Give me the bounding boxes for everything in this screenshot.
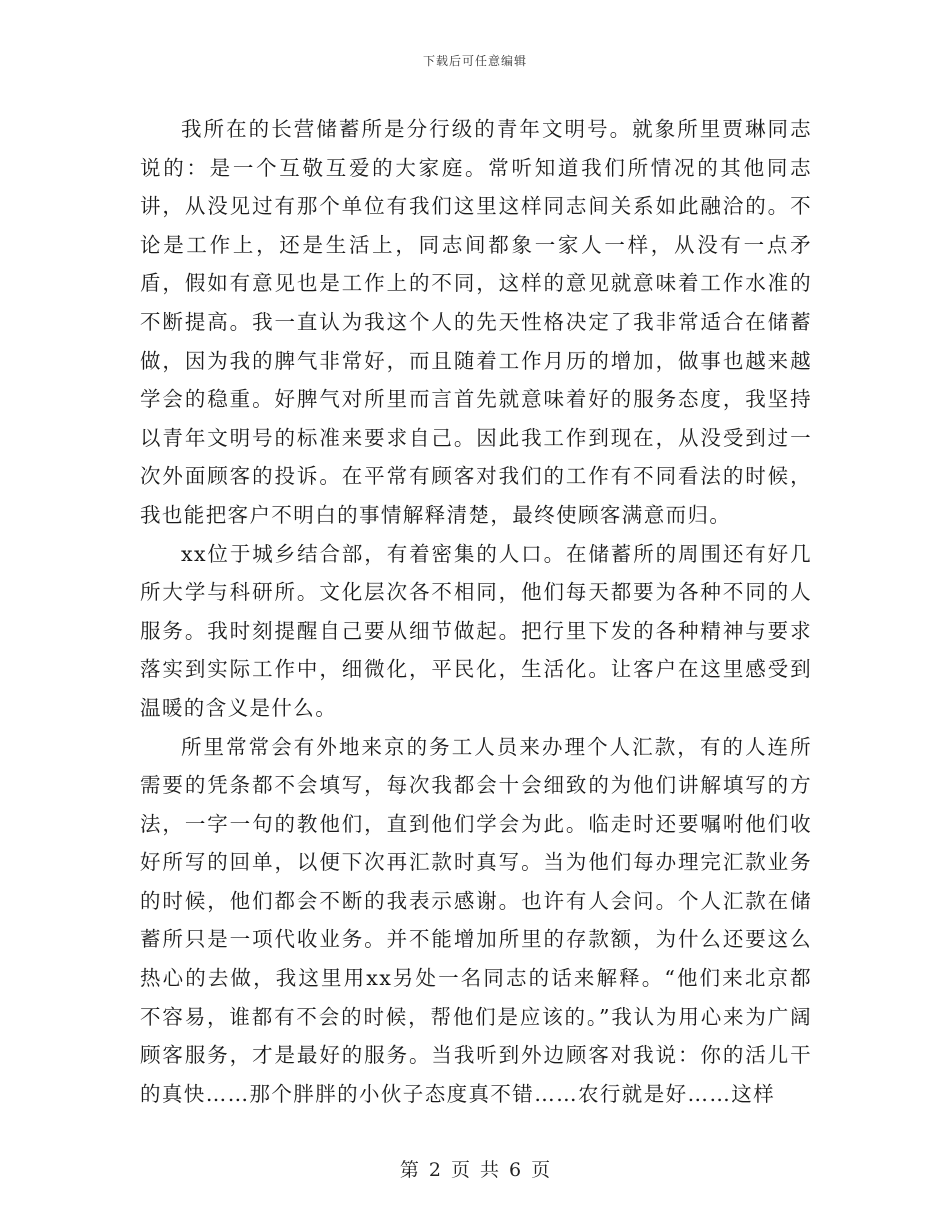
paragraph-3: 所里常常会有外地来京的务工人员来办理个人汇款，有的人连所需要的凭条都不会填写，每次我都会十会细致的为他们讲解填写的方法，一字一句的教他们，直到他们学会为此。临走时还要嘱咐他们收好所写的回单，以便下次再汇款时真写。当为他们每办理完汇款业务的时候，他们都会不断的我表示感谢。也许有人会问。个人汇款在储蓄所只是一项代收业务。并不能增加所里的存款额，为什么还要这么热心的去做，我这里用xx另处一名同志的话来解释。“他们来北京都不容易，谁都有不会的时候，帮他们是应该的。”我认为用心来为广阔顾客服务，才是最好的服务。当我听到外边顾客对我说：你的活儿干的真快……那个胖胖的小伙子态度真不错……农行就是好……这样 (140, 734, 812, 1106)
paragraph-1: 我所在的长营储蓄所是分行级的青年文明号。就象所里贾琳同志说的：是一个互敬互爱的大家庭。常听知道我们所情况的其他同志讲，从没见过有那个单位有我们这里这样同志间关系如此融洽的。不论是工作上，还是生活上，同志间都象一家人一样，从没有一点矛盾，假如有意见也是工作上的不同，这样的意见就意味着工作水准的不断提高。我一直认为我这个人的先天性格决定了我非常适合在储蓄做，因为我的脾气非常好，而且随着工作月历的增加，做事也越来越学会的稳重。好脾气对所里而言首先就意味着好的服务态度，我坚持以青年文明号的标准来要求自己。因此我工作到现在，从没受到过一次外面顾客的投诉。在平常有顾客对我们的工作有不同看法的时候，我也能把客户不明白的事情解释清楚，最终使顾客满意而归。 (140, 117, 812, 527)
page-number-footer: 第 2 页 共 6 页 (399, 1159, 551, 1181)
page-header: 下载后可任意编辑 (422, 54, 527, 68)
paragraph-2: xx位于城乡结合部，有着密集的人口。在储蓄所的周围还有好几所大学与科研所。文化层次各不相同，他们每天都要为各种不同的人服务。我时刻提醒自己要从细节做起。把行里下发的各种精神与要求落实到实际工作中，细微化，平民化，生活化。让客户在这里感受到温暖的含义是什么。 (140, 541, 812, 720)
document-body (140, 110, 812, 1113)
